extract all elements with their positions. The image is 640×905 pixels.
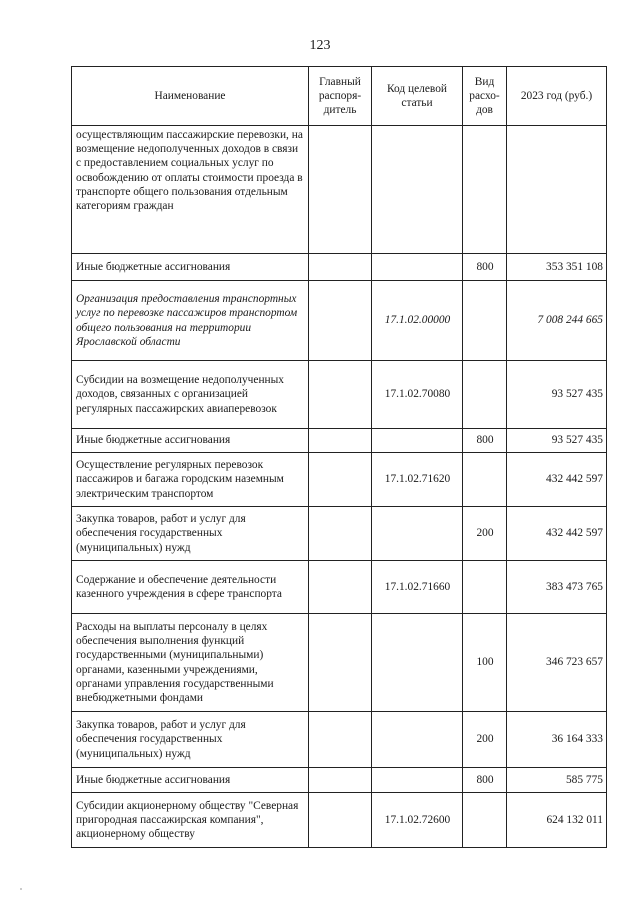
page-number: 123 [309,38,331,53]
row-sum: 432 442 597 [507,507,607,561]
budget-table [71,66,607,848]
row-sum: 432 442 597 [507,453,607,507]
row-sum: 93 527 435 [507,429,607,453]
row-name: Субсидии на возмещение недополученных доходов, связанных с организацией регулярных пассажирских авиаперевозок [72,361,309,429]
row-admin [309,793,372,848]
row-admin [309,361,372,429]
table-row [72,614,607,712]
row-name: Закупка товаров, работ и услуг для обеспечения государственных (муниципальных) нужд [72,507,309,561]
row-kind [463,793,507,848]
table-row [72,507,607,561]
row-code [372,768,463,793]
table-row [72,254,607,281]
table-row [72,361,607,429]
table-row [72,768,607,793]
row-kind [463,361,507,429]
row-sum: 585 775 [507,768,607,793]
row-code: 17.1.02.71620 [372,453,463,507]
row-admin [309,254,372,281]
row-code: 17.1.02.71660 [372,561,463,614]
table-row [72,281,607,361]
row-code [372,712,463,768]
table-row [72,793,607,848]
row-kind: 200 [463,507,507,561]
table-row [72,126,607,254]
scan-speck [20,888,22,890]
row-name: Иные бюджетные ассигнования [72,429,309,453]
row-code: 17.1.02.00000 [372,281,463,361]
row-sum: 346 723 657 [507,614,607,712]
row-kind [463,453,507,507]
row-admin [309,453,372,507]
row-sum: 36 164 333 [507,712,607,768]
table-row [72,453,607,507]
row-sum: 7 008 244 665 [507,281,607,361]
row-name: Иные бюджетные ассигнования [72,254,309,281]
row-name: Осуществление регулярных перевозок пассажиров и багажа городским наземным электрическим транспортом [72,453,309,507]
row-kind: 800 [463,429,507,453]
row-code [372,429,463,453]
row-kind [463,561,507,614]
row-admin [309,126,372,254]
row-admin [309,768,372,793]
row-name: Иные бюджетные ассигнования [72,768,309,793]
row-code: 17.1.02.70080 [372,361,463,429]
header-sum: 2023 год (руб.) [507,67,607,126]
row-sum: 383 473 765 [507,561,607,614]
header-code: Код целевой статьи [372,67,463,126]
row-code [372,126,463,254]
header-name: Наименование [72,67,309,126]
row-sum: 353 351 108 [507,254,607,281]
row-name: осуществляющим пассажирские перевозки, на возмещение недополученных доходов в связи с предоставлением социальных услуг по освобождению от оплаты стоимости проезда в транспорте общего пользования отдельным категориям граждан [72,126,309,254]
row-kind: 800 [463,768,507,793]
row-name: Закупка товаров, работ и услуг для обеспечения государственных (муниципальных) нужд [72,712,309,768]
row-admin [309,507,372,561]
row-admin [309,429,372,453]
row-kind [463,126,507,254]
row-kind [463,281,507,361]
row-name: Субсидии акционерному обществу "Северная пригородная пассажирская компания", акционерному обществу [72,793,309,848]
table-row [72,561,607,614]
row-admin [309,281,372,361]
table-row [72,712,607,768]
row-sum: 624 132 011 [507,793,607,848]
row-sum: 93 527 435 [507,361,607,429]
row-name: Содержание и обеспечение деятельности казенного учреждения в сфере транспорта [72,561,309,614]
row-sum [507,126,607,254]
row-kind: 800 [463,254,507,281]
table-row [72,429,607,453]
row-code [372,254,463,281]
header-admin: Главный распоря-дитель [309,67,372,126]
row-admin [309,712,372,768]
row-name: Расходы на выплаты персоналу в целях обеспечения выполнения функций государственными (муниципальными) органами, казенными учреждениями, органами управления государственными внебюджетными фондами [72,614,309,712]
row-kind: 100 [463,614,507,712]
table-header-row [72,67,607,126]
row-admin [309,614,372,712]
row-admin [309,561,372,614]
header-kind: Вид расхо-дов [463,67,507,126]
row-name: Организация предоставления транспортных услуг по перевозке пассажиров транспортом общего пользования на территории Ярославской области [72,281,309,361]
row-code: 17.1.02.72600 [372,793,463,848]
row-code [372,614,463,712]
row-kind: 200 [463,712,507,768]
row-code [372,507,463,561]
